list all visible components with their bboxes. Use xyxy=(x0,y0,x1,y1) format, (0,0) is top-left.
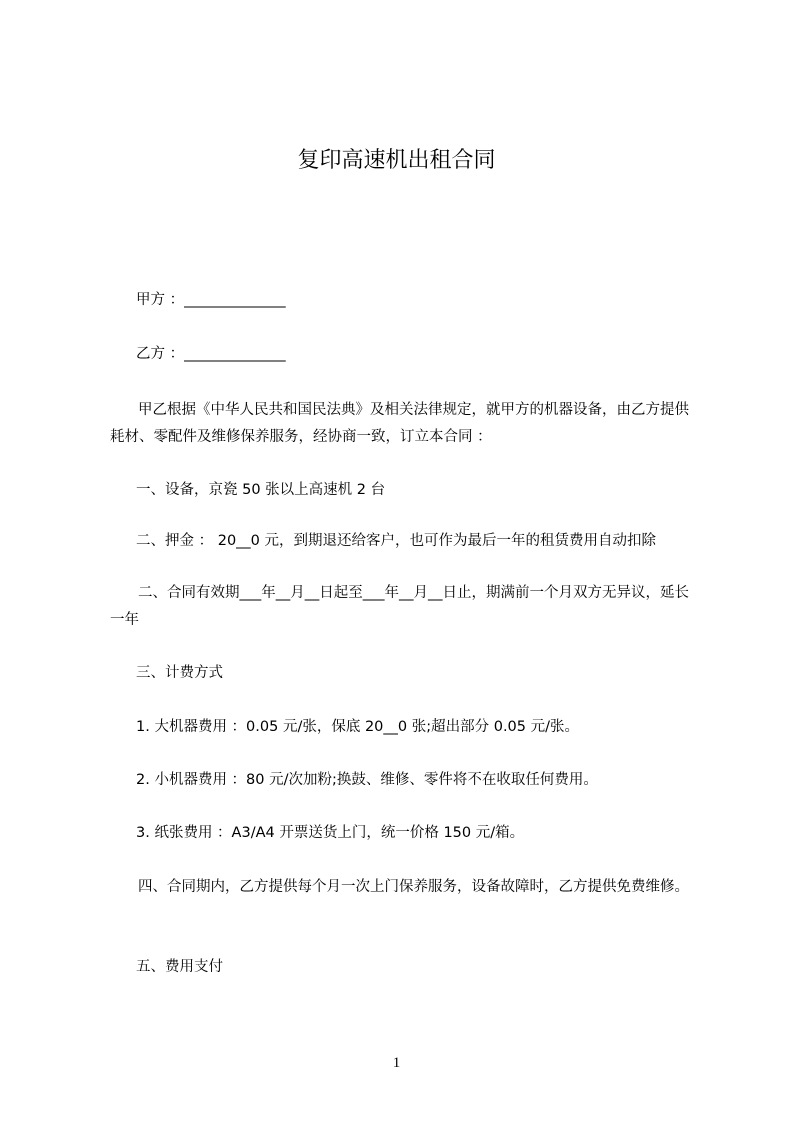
party-a-line: 甲方 ：______________ xyxy=(136,292,286,308)
page-number: 1 xyxy=(392,1055,401,1071)
preamble-paragraph: 甲乙根据《中华人民共和国民法典》及相关法律规定，就甲方的机器设备，由乙方提供耗材、零配件及维修保养服务，经协商一致，订立本合同 ： xyxy=(110,402,689,445)
party-b-line: 乙方 ：______________ xyxy=(136,346,286,362)
clause-term: 二、合同有效期___年__月__日起至___年__月__日止，期满前一个月双方无异议，延长一年 xyxy=(110,585,689,628)
clause-payment-heading: 五、费用支付 xyxy=(136,959,223,975)
document-title: 复印高速机出租合同 xyxy=(297,148,496,173)
billing-item-small-machine: 2. 小机器费用 ：80 元/次加粉;换鼓、维修、零件将不在收取任何费用。 xyxy=(136,772,598,788)
clause-billing-heading: 三、计费方式 xyxy=(136,665,223,681)
clause-deposit: 二、押金 ： 20__0 元，到期退还给客户，也可作为最后一年的租赁费用自动扣除 xyxy=(136,533,657,549)
billing-item-large-machine: 1. 大机器费用 ：0.05 元/张，保底 20__0 张;超出部分 0.05 元/张。 xyxy=(136,719,579,735)
clause-maintenance: 四、合同期内，乙方提供每个月一次上门保养服务，设备故障时，乙方提供免费维修。 xyxy=(138,879,689,895)
billing-item-paper: 3. 纸张费用 ：A3/A4 开票送货上门，统一价格 150 元/箱。 xyxy=(136,825,525,841)
clause-equipment: 一、设备，京瓷 50 张以上高速机 2 台 xyxy=(136,482,386,498)
